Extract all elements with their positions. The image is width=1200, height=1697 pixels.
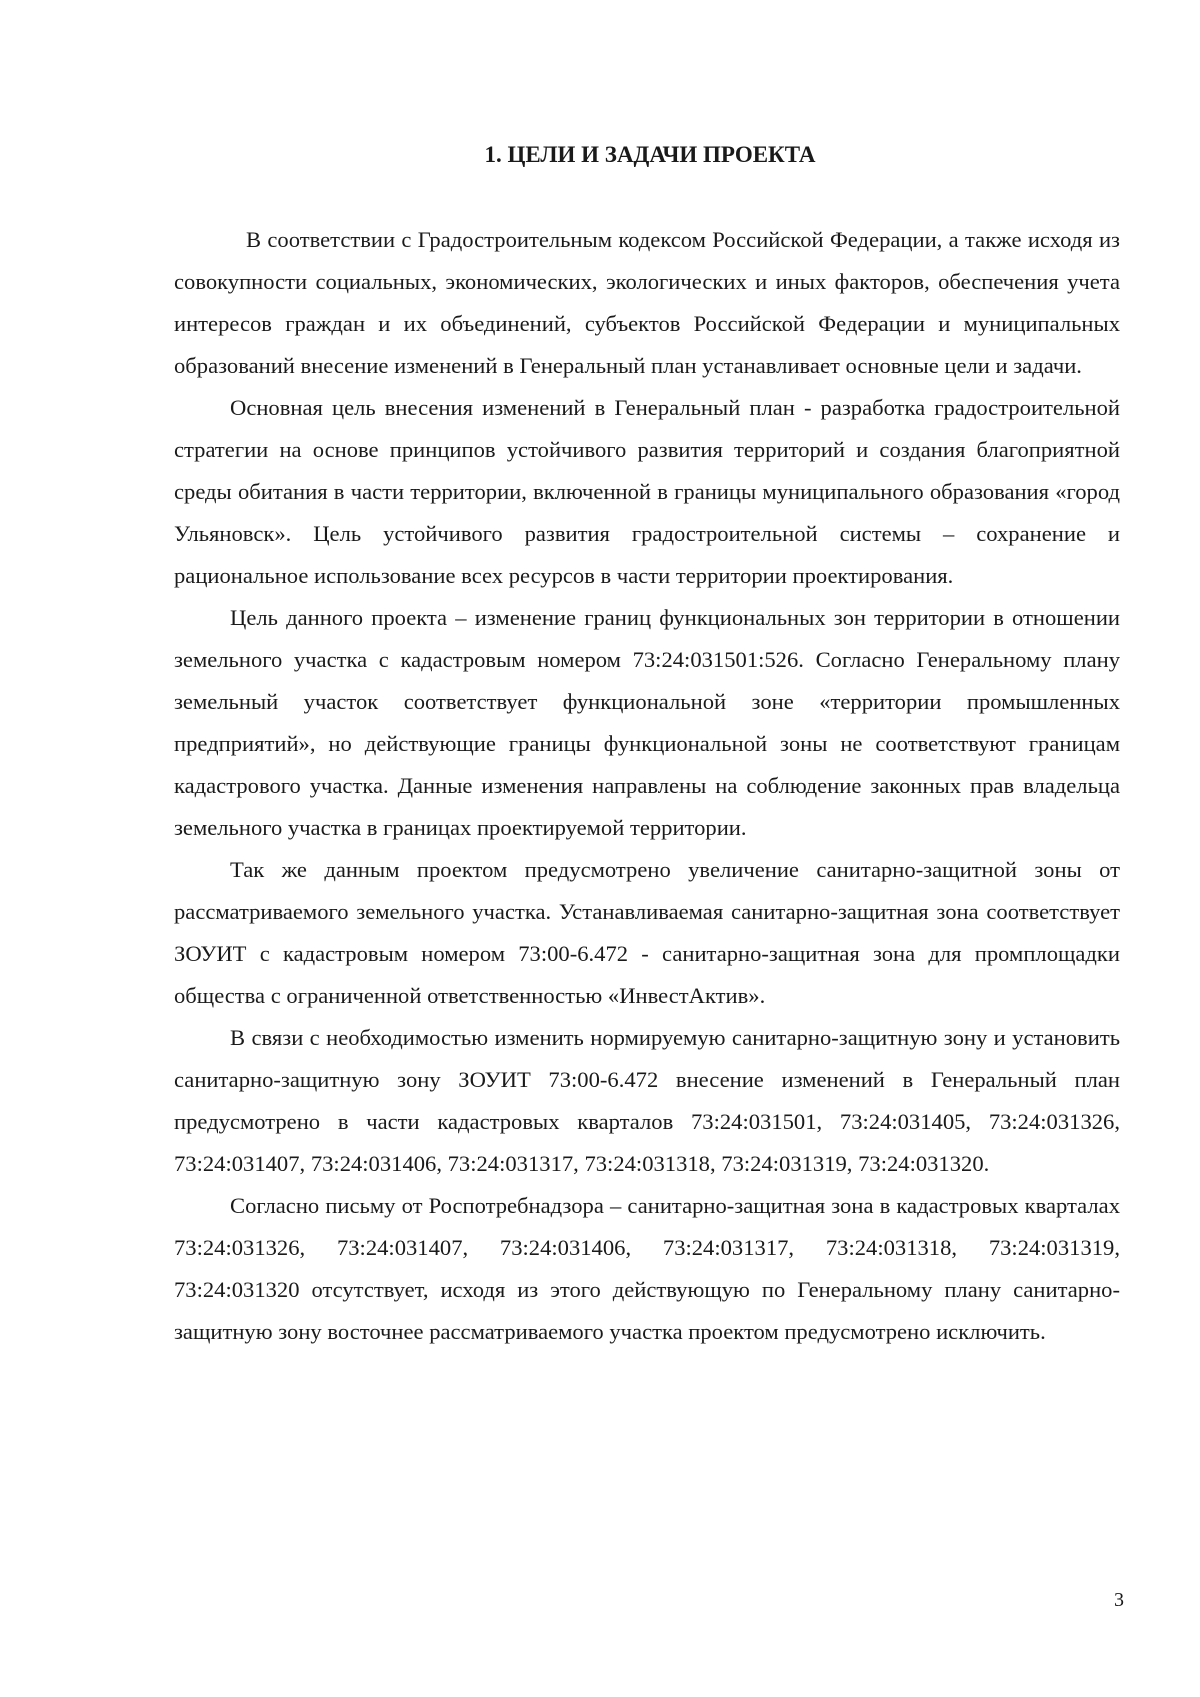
page-number: 3 — [1114, 1589, 1124, 1611]
paragraph-3: Цель данного проекта – изменение границ функциональных зон территории в отношении земельного участка с кадастровым номером 73:24:031501:526. Согласно Генеральному плану земельный участок соответствует функциональной зоне «территории промышленных предприятий», но действующие границы функциональной зоны не соответствуют границам кадастрового участка. Данные изменения направлены на соблюдение законных прав владельца земельного участка в границах проектируемой территории. — [174, 605, 1120, 840]
body-text — [174, 219, 1120, 1353]
paragraph-2: Основная цель внесения изменений в Генеральный план - разработка градостроительной стратегии на основе принципов устойчивого развития территорий и создания благоприятной среды обитания в части территории, включенной в границы муниципального образования «город Ульяновск». Цель устойчивого развития градостроительной системы – сохранение и рациональное использование всех ресурсов в части территории проектирования. — [174, 395, 1120, 588]
section-title: 1. ЦЕЛИ И ЗАДАЧИ ПРОЕКТА — [484, 142, 816, 167]
paragraph-1: В соответствии с Градостроительным кодексом Российской Федерации, а также исходя из совокупности социальных, экономических, экологических и иных факторов, обеспечения учета интересов граждан и их объединений, субъектов Российской Федерации и муниципальных образований внесение изменений в Генеральный план устанавливает основные цели и задачи. — [174, 227, 1120, 378]
paragraph-5: В связи с необходимостью изменить нормируемую санитарно-защитную зону и установить санитарно-защитную зону ЗОУИТ 73:00-6.472 внесение изменений в Генеральный план предусмотрено в части кадастровых кварталов 73:24:031501, 73:24:031405, 73:24:031326, 73:24:031407, 73:24:031406, 73:24:031317, 73:24:031318, 73:24:031319, 73:24:031320. — [174, 1025, 1120, 1176]
paragraph-4: Так же данным проектом предусмотрено увеличение санитарно-защитной зоны от рассматриваемого земельного участка. Устанавливаемая санитарно-защитная зона соответствует ЗОУИТ с кадастровым номером 73:00-6.472 - санитарно-защитная зона для промплощадки общества с ограниченной ответственностью «ИнвестАктив». — [174, 857, 1120, 1008]
paragraph-6: Согласно письму от Роспотребнадзора – санитарно-защитная зона в кадастровых кварталах 73:24:031326, 73:24:031407, 73:24:031406, 73:24:031317, 73:24:031318, 73:24:031319, 73:24:031320 отсутствует, исходя из этого действующую по Генеральному плану санитарно-защитную зону восточнее рассматриваемого участка проектом предусмотрено исключить. — [174, 1193, 1120, 1344]
